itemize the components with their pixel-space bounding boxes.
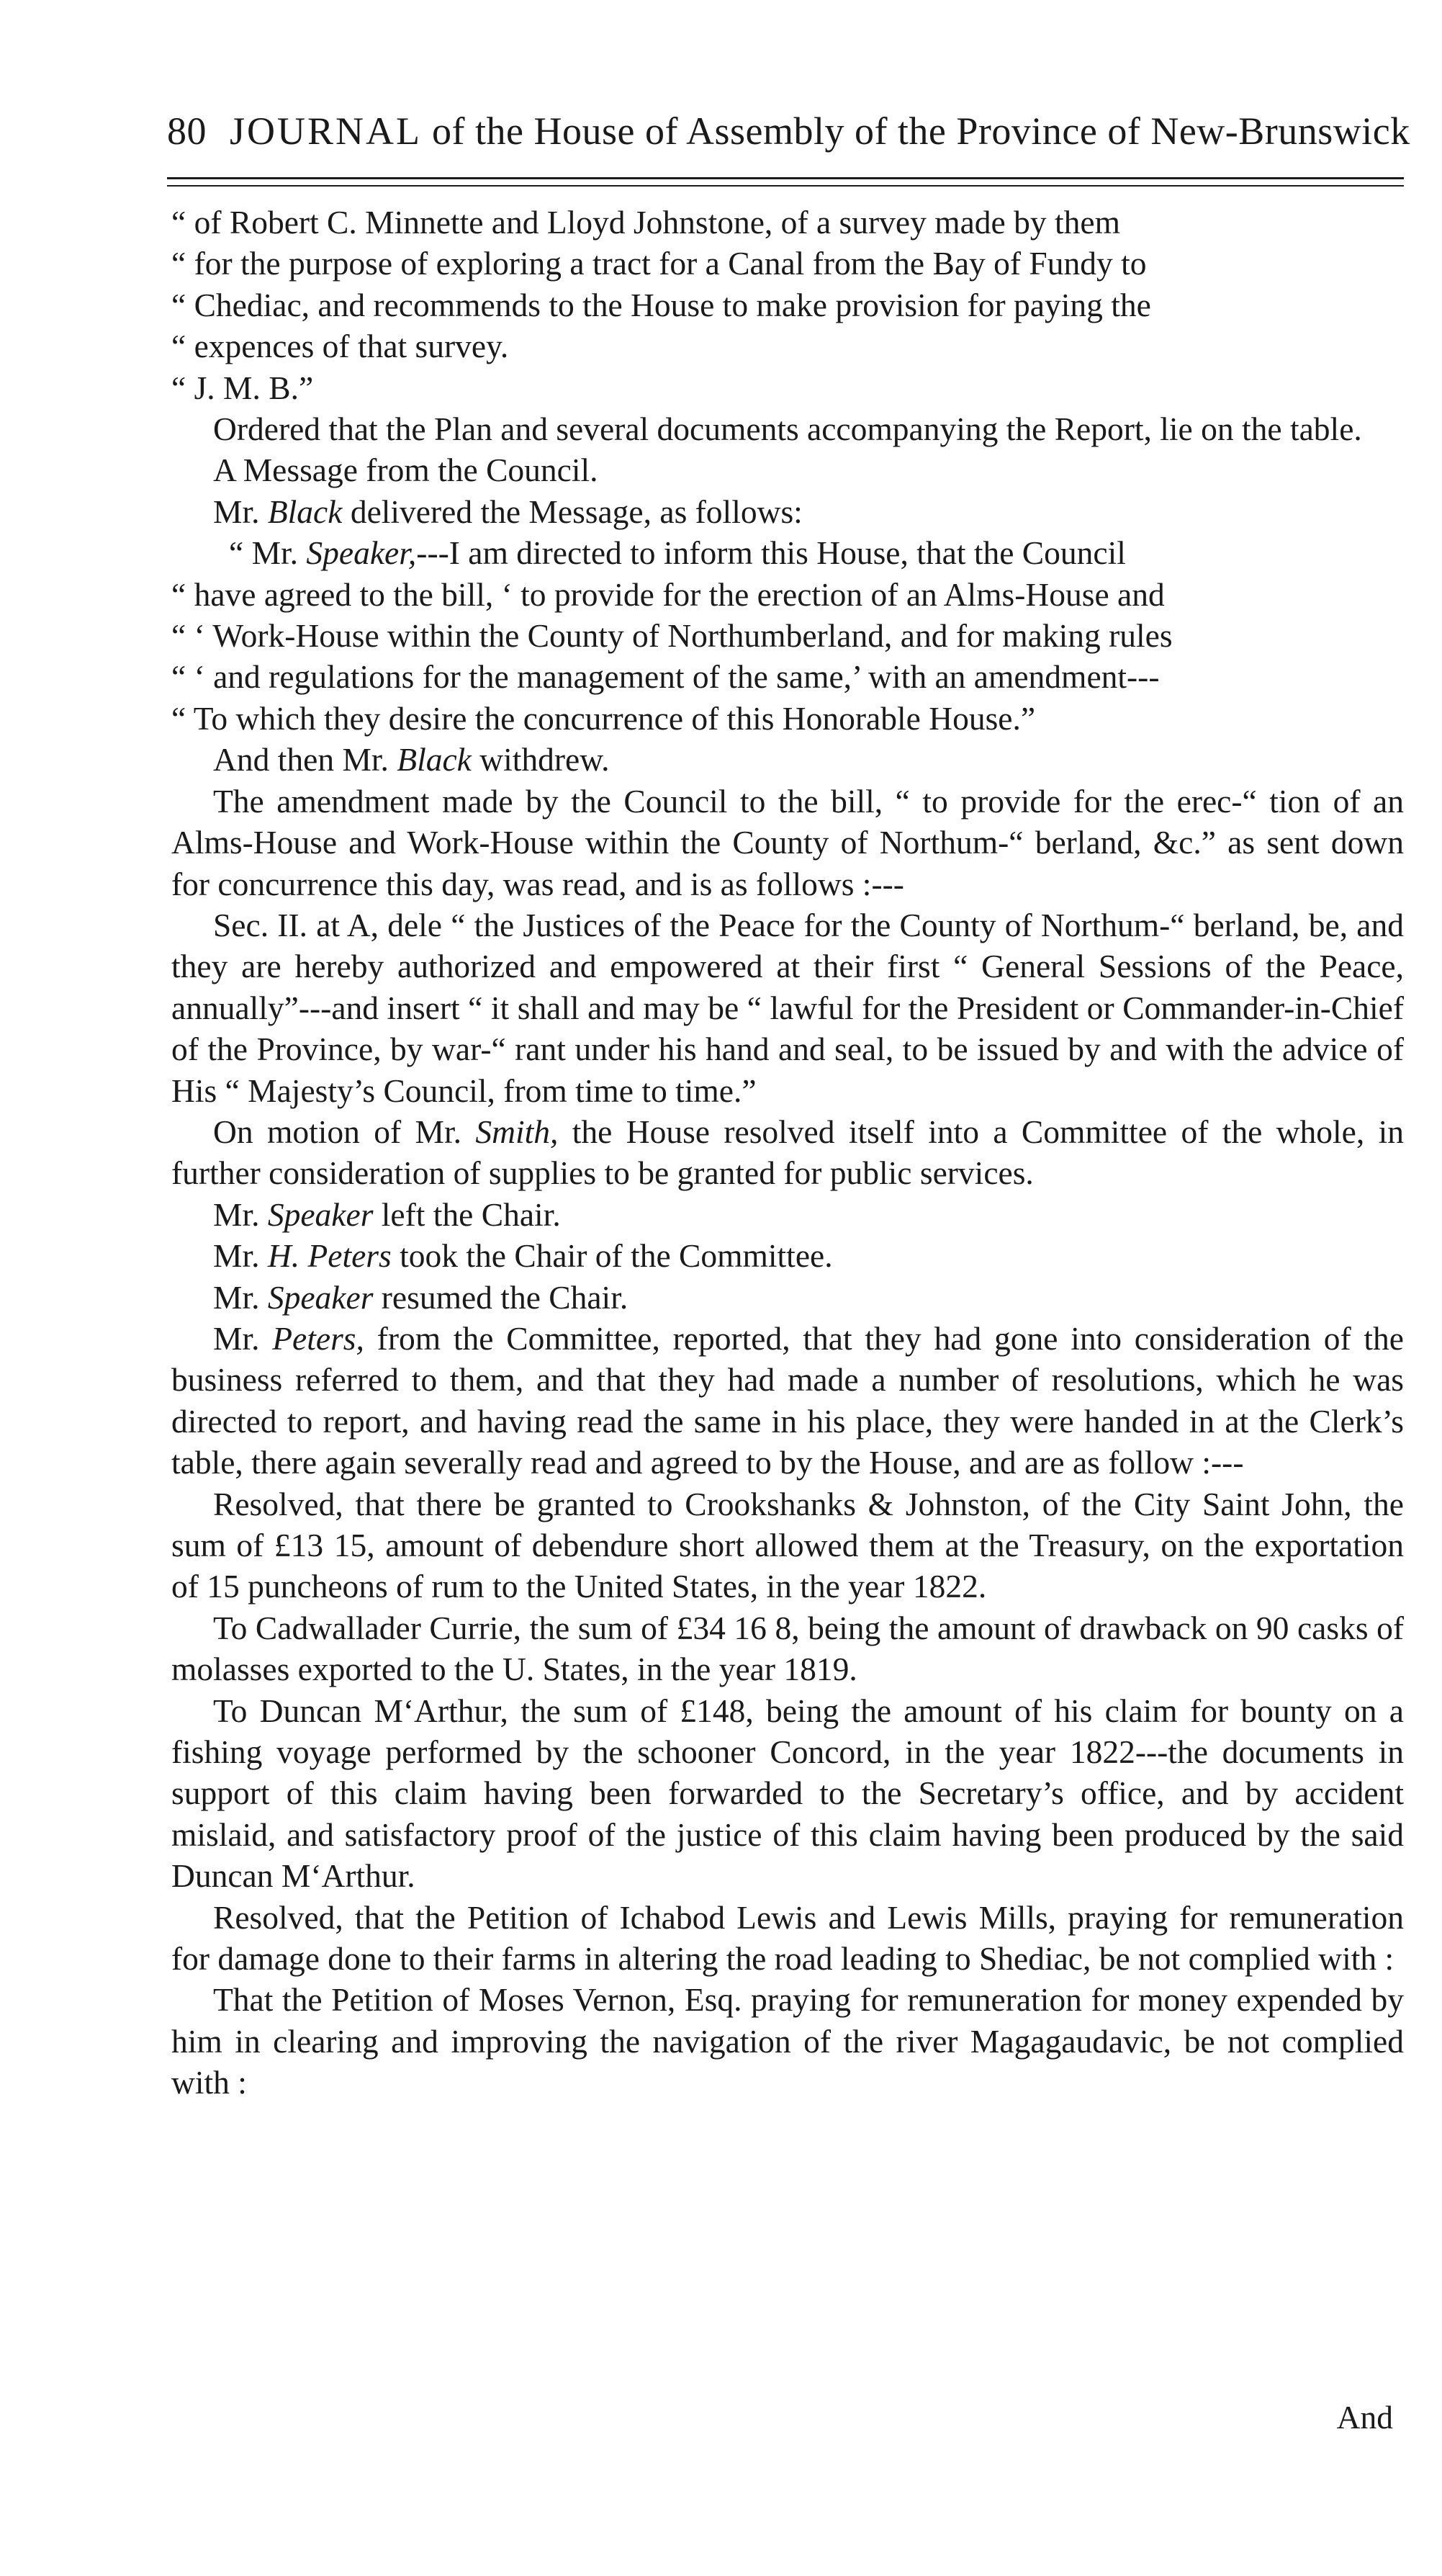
text-run: left the Chair.: [373, 1195, 561, 1233]
name-italic: H. Peters: [267, 1237, 392, 1275]
text-run: delivered the Message, as follows:: [342, 493, 803, 530]
paragraph: [171, 1194, 1404, 1235]
quote-line: [171, 532, 1404, 573]
text-run: withdrew.: [471, 741, 610, 778]
paragraph: [171, 1318, 1404, 1484]
paragraph: Ordered that the Plan and several documents accompanying the Report, lie on the table.: [213, 410, 1362, 448]
paragraph: Resolved, that there be granted to Crookshanks & Johnston, of the City Saint John, the sum of £13 15, amount of debendure short allowed them at the Treasury, on the exportation of 15 puncheons of rum to the United States, in the year 1822.: [171, 1485, 1404, 1605]
quote-line: “ To which they desire the concurrence of this Honorable House.”: [171, 699, 1036, 737]
page-body: [171, 202, 1404, 2104]
quote-line: “ Chediac, and recommends to the House to make provision for paying the: [171, 286, 1151, 323]
paragraph: [171, 491, 1404, 532]
paragraph: The amendment made by the Council to the bill, “ to provide for the erec-“ tion of an Alms-House and Work-House within the County of Northum-“ berland, &c.” as sent down for concurrence this day, was read, and is as follows :---: [171, 782, 1404, 902]
paragraph: To Cadwallader Currie, the sum of £34 16 8, being the amount of drawback on 90 casks of molasses exported to the U. States, in the year 1819.: [171, 1609, 1404, 1688]
paragraph: Sec. II. at A, dele “ the Justices of the Peace for the County of Northum-“ berland, be, and they are hereby authorized and empowered at their first “ General Sessions of the Peace, annually”---and insert “ it shall and may be “ lawful for the President or Commander-in-Chief of the Province, by war-“ rant under his hand and seal, to be issued by and with the advice of His “ Majesty’s Council, from time to time.”: [171, 906, 1404, 1109]
quote-line: “ have agreed to the bill, ‘ to provide for the erection of an Alms-House and: [171, 575, 1165, 613]
page-number: 80: [167, 109, 207, 153]
text-run: Mr.: [213, 1195, 268, 1233]
text-run: “ Mr.: [229, 534, 307, 572]
text-run: ---I am directed to inform this House, that the Council: [416, 534, 1126, 572]
running-header: [167, 108, 1410, 154]
paragraph: [171, 1277, 1404, 1318]
name-italic: Black: [267, 493, 343, 530]
quote-line: “ expences of that survey.: [171, 328, 509, 365]
signature-initials: “ J. M. B.”: [171, 369, 314, 406]
catchword: And: [1336, 2399, 1393, 2436]
paragraph: Resolved, that the Petition of Ichabod Lewis and Lewis Mills, praying for remuneration for damage done to their farms in altering the road leading to Shediac, be not complied with :: [171, 1898, 1404, 1978]
journal-title: JOURNAL: [230, 109, 423, 153]
quote-line: “ ‘ Work-House within the County of Northumberland, and for making rules: [171, 617, 1173, 655]
council-message-quote: [171, 532, 1404, 739]
paragraph: A Message from the Council.: [213, 452, 598, 489]
name-italic: Speaker: [267, 1195, 374, 1233]
paragraph: [171, 1111, 1404, 1194]
name-italic: Black: [397, 741, 472, 778]
header-rule-top: [167, 177, 1404, 179]
name-italic: Smith,: [475, 1113, 559, 1150]
quote-line: “ for the purpose of exploring a tract for a Canal from the Bay of Fundy to: [171, 245, 1147, 282]
text-run: Mr.: [213, 1319, 273, 1357]
quote-line: “ ‘ and regulations for the management of the same,’ with an amendment---: [171, 658, 1160, 696]
text-run: resumed the Chair.: [373, 1278, 628, 1316]
text-run: Mr.: [213, 493, 268, 530]
text-run: Mr.: [213, 1237, 268, 1275]
paragraph: To Duncan M‘Arthur, the sum of £148, being the amount of his claim for bounty on a fishing voyage performed by the schooner Concord, in the year 1822---the documents in support of this claim having been forwarded to the Secretary’s office, and by accident mislaid, and satisfactory proof of the justice of this claim having been produced by the said Duncan M‘Arthur.: [171, 1692, 1404, 1895]
header-rule-bottom: [167, 185, 1404, 187]
name-italic: Speaker,: [306, 534, 417, 572]
text-run: took the Chair of the Committee.: [391, 1237, 833, 1275]
text-run: On motion of Mr.: [213, 1113, 476, 1150]
paragraph: That the Petition of Moses Vernon, Esq. praying for remuneration for money expended by him in clearing and improving the navigation of the river Magagaudavic, be not complied with :: [171, 1981, 1404, 2101]
text-run: And then Mr.: [213, 741, 397, 778]
text-run: from the Committee, reported, that they had gone into consideration of the business referred to them, and that they had made a number of resolutions, which he was directed to report, and having read the same in his place, they were handed in at the Clerk’s table, there again severally read and agreed to by the House, and are as follow :---: [171, 1319, 1404, 1481]
quote-line: “ of Robert C. Minnette and Lloyd Johnstone, of a survey made by them: [171, 204, 1120, 241]
paragraph: [171, 739, 1404, 780]
text-run: Mr.: [213, 1278, 268, 1316]
paragraph: [171, 1235, 1404, 1276]
text-run: the House resolved itself into a Committee of the whole, in further consideration of supplies to be granted for public services.: [171, 1113, 1404, 1192]
name-italic: Speaker: [267, 1278, 374, 1316]
report-quote: [171, 202, 1404, 367]
name-italic: Peters,: [272, 1319, 364, 1357]
journal-subtitle: of the House of Assembly of the Province of New-Brunswick: [432, 109, 1410, 153]
